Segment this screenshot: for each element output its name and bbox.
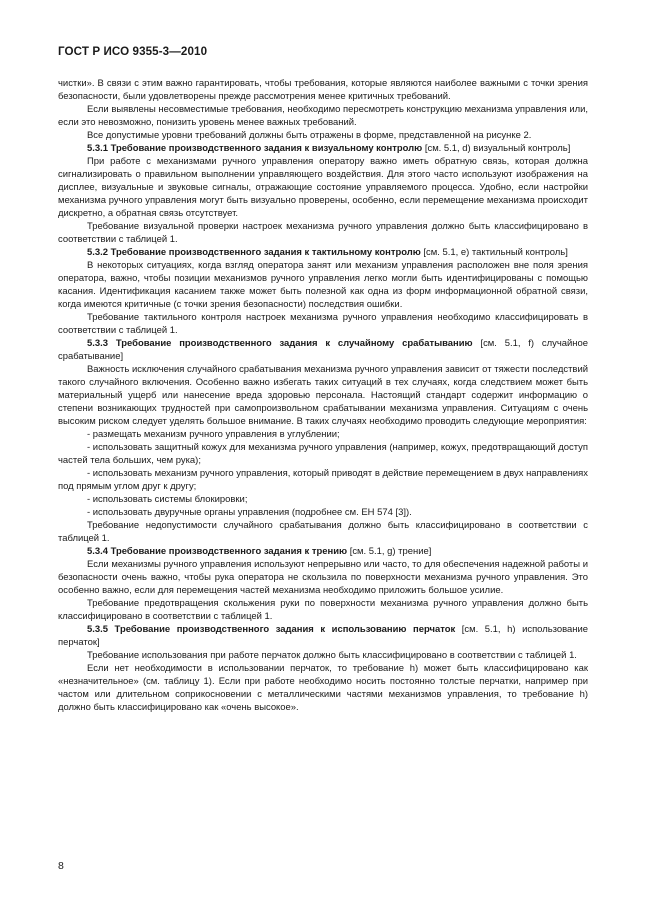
list-item: - использовать системы блокировки; <box>87 494 248 505</box>
body-paragraph: Требование предотвращения скольжения руки по поверхности механизма ручного управления должно быть классифицировано в соответствии с таблицей 1. <box>58 598 588 622</box>
section-heading <box>58 142 588 155</box>
body-paragraph: При работе с механизмами ручного управления оператору важно иметь обратную связь, которая должна сигнализировать о правильном выполнении управляющего воздействия. Для этого часто используют изображения на дисплее, визуальные и звуковые сигналы, отражающие состояние управляемого процесса. Удобно, если настройки механизма ручного управления могут быть визуально проверены, особенно, если перемещение механизма происходит дискретно, а обратная связь отсутствует. <box>58 156 588 219</box>
body-paragraph: В некоторых ситуациях, когда взгляд оператора занят или механизм управления расположен вне поля зрения оператора, важно, чтобы позиции механизмов ручного управления легко могли быть идентифицированы с помощью касания. Идентификация касанием также может быть полезной как одна из форм информационной обратной связи, когда имеются критичные (с точки зрения безопасности) последствия ошибки. <box>58 260 588 310</box>
section-heading-reference: [см. 5.1, е) тактильный контроль] <box>420 247 568 258</box>
section-heading <box>58 545 588 558</box>
section-heading-title: 5.3.3 Требование производственного задания к случайному срабатыванию <box>87 338 473 349</box>
section-heading-reference: [см. 5.1, h) использование перчаток] <box>58 624 588 648</box>
body-paragraph: Если выявлены несовместимые требования, необходимо пересмотреть конструкцию механизма управления или, если это невозможно, понизить уровень менее важных требований. <box>58 104 588 128</box>
section-heading-title: 5.3.5 Требование производственного задания к использованию перчаток <box>87 624 456 635</box>
section-heading-reference: [см. 5.1, g) трение] <box>347 546 432 557</box>
body-paragraph: Требование использования при работе перчаток должно быть классифицировано в соответствии с таблицей 1. <box>87 650 577 661</box>
body-paragraph: Все допустимые уровни требований должны быть отражены в форме, представленной на рисунке 2. <box>87 130 532 141</box>
list-item: - использовать двуручные органы управления (подробнее см. ЕН 574 [3]). <box>87 507 412 518</box>
list-item: - использовать механизм ручного управления, который приводят в действие перемещением в двух направлениях под прямым углом друг к другу; <box>58 468 588 492</box>
section-heading-title: 5.3.1 Требование производственного задания к визуальному контролю <box>87 143 423 154</box>
section-heading-reference: [см. 5.1, f) случайное срабатывание] <box>58 338 588 362</box>
body-paragraph: Если нет необходимости в использовании перчаток, то требование h) может быть классифицировано как «незначительное» (см. таблицу 1). Если при работе необходимо носить постоянно толстые перчатки, например при частом или длительном соприкосновении с металлическими частями механизмов управления, то требование h) должно быть классифицировано как «очень высокое». <box>58 663 588 713</box>
document-header: ГОСТ Р ИСО 9355-3—2010 <box>58 45 208 58</box>
page-body <box>58 77 588 714</box>
section-heading <box>58 246 588 259</box>
body-paragraph: Требование недопустимости случайного срабатывания должно быть классифицировано в соответствии с таблицей 1. <box>58 520 588 544</box>
page-number: 8 <box>58 860 64 872</box>
section-heading-reference: [см. 5.1, d) визуальный контроль] <box>422 143 571 154</box>
body-paragraph: Требование тактильного контроля настроек механизма ручного управления необходимо классифицировать в соответствии с таблицей 1. <box>58 312 588 336</box>
body-paragraph: чистки». В связи с этим важно гарантировать, чтобы требования, которые являются наиболее важными с точки зрения безопасности, были удовлетворены прежде рассмотрения менее критичных требований. <box>58 78 588 102</box>
section-heading-title: 5.3.4 Требование производственного задания к трению <box>87 546 348 557</box>
section-heading <box>58 337 588 363</box>
body-paragraph: Если механизмы ручного управления используют непрерывно или часто, то для обеспечения надежной работы и безопасности очень важно, чтобы рука оператора не скользила по поверхности механизма ручного управления. Это особенно важно, если для перемещения частей механизма необходимо приложить большое усилие. <box>58 559 588 596</box>
section-heading <box>58 623 588 649</box>
section-heading-title: 5.3.2 Требование производственного задания к тактильному контролю <box>87 247 421 258</box>
list-item: - использовать защитный кожух для механизма ручного управления (например, кожух, предотвращающий доступ частей тела больших, чем рука); <box>58 442 588 466</box>
body-paragraph: Требование визуальной проверки настроек механизма ручного управления должно быть классифицировано в соответствии с таблицей 1. <box>58 221 588 245</box>
list-item: - размещать механизм ручного управления в углублении; <box>87 429 340 440</box>
body-paragraph: Важность исключения случайного срабатывания механизма ручного управления зависит от тяжести последствий такого случайного включения. Особенно важно избегать таких ситуаций в тех случаях, когда следствием может быть материальный ущерб или нанесение вреда здоровью персонала. Настоящий стандарт содержит информацию о степени возникающих трудностей при самопроизвольном срабатывании механизма управления. Ситуациям с очень высоким риском следует уделять большое внимание. В таких случаях необходимо проводить следующие мероприятия: <box>58 364 588 427</box>
